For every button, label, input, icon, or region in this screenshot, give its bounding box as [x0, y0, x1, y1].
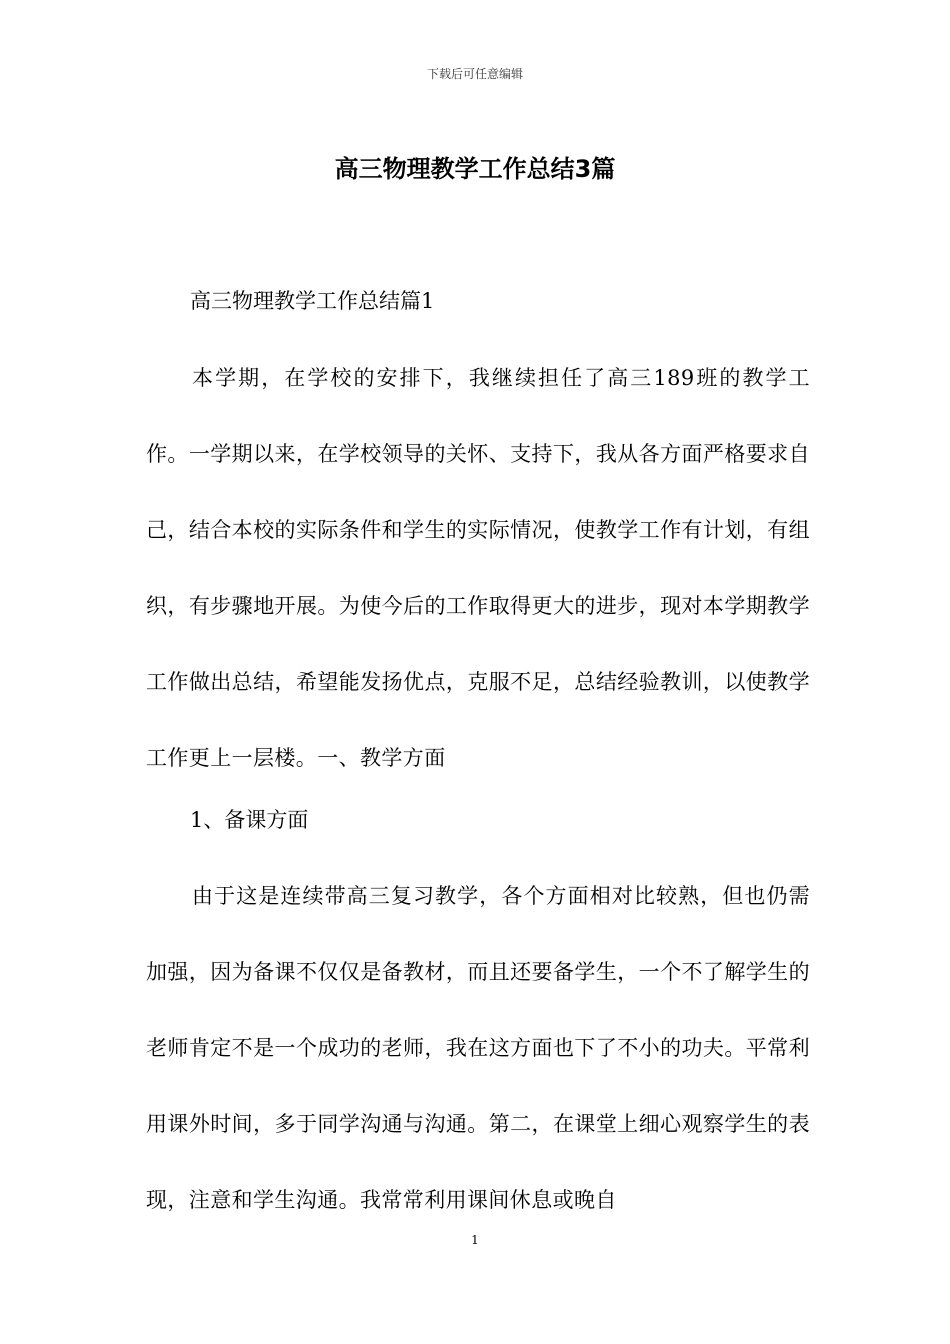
document-title: 高三物理教学工作总结3篇: [334, 155, 616, 183]
body-paragraph-2: 由于这是连续带高三复习教学，各个方面相对比较熟，但也仍需加强，因为备课不仅仅是备教材，而且还要备学生，一个不了解学生的老师肯定不是一个成功的老师，我在这方面也下了不小的功夫。平常利用课外时间，多于同学沟通与沟通。第二，在课堂上细心观察学生的表现，注意和学生沟通。我常常利用课间休息或晚自: [146, 884, 810, 1212]
header-note: 下载后可任意编辑: [426, 67, 523, 81]
body-paragraph-1: 本学期，在学校的安排下，我继续担任了高三189班的教学工作。一学期以来，在学校领导的关怀、支持下，我从各方面严格要求自己，结合本校的实际条件和学生的实际情况，使教学工作有计划，有组织，有步骤地开展。为使今后的工作取得更大的进步，现对本学期教学工作做出总结，希望能发扬优点，克服不足，总结经验教训，以使教学工作更上一层楼。一、教学方面: [146, 366, 810, 770]
page-number: 1: [471, 1233, 479, 1247]
section-heading: 高三物理教学工作总结篇1: [190, 289, 435, 313]
sub-heading: 1、备课方面: [190, 808, 309, 832]
